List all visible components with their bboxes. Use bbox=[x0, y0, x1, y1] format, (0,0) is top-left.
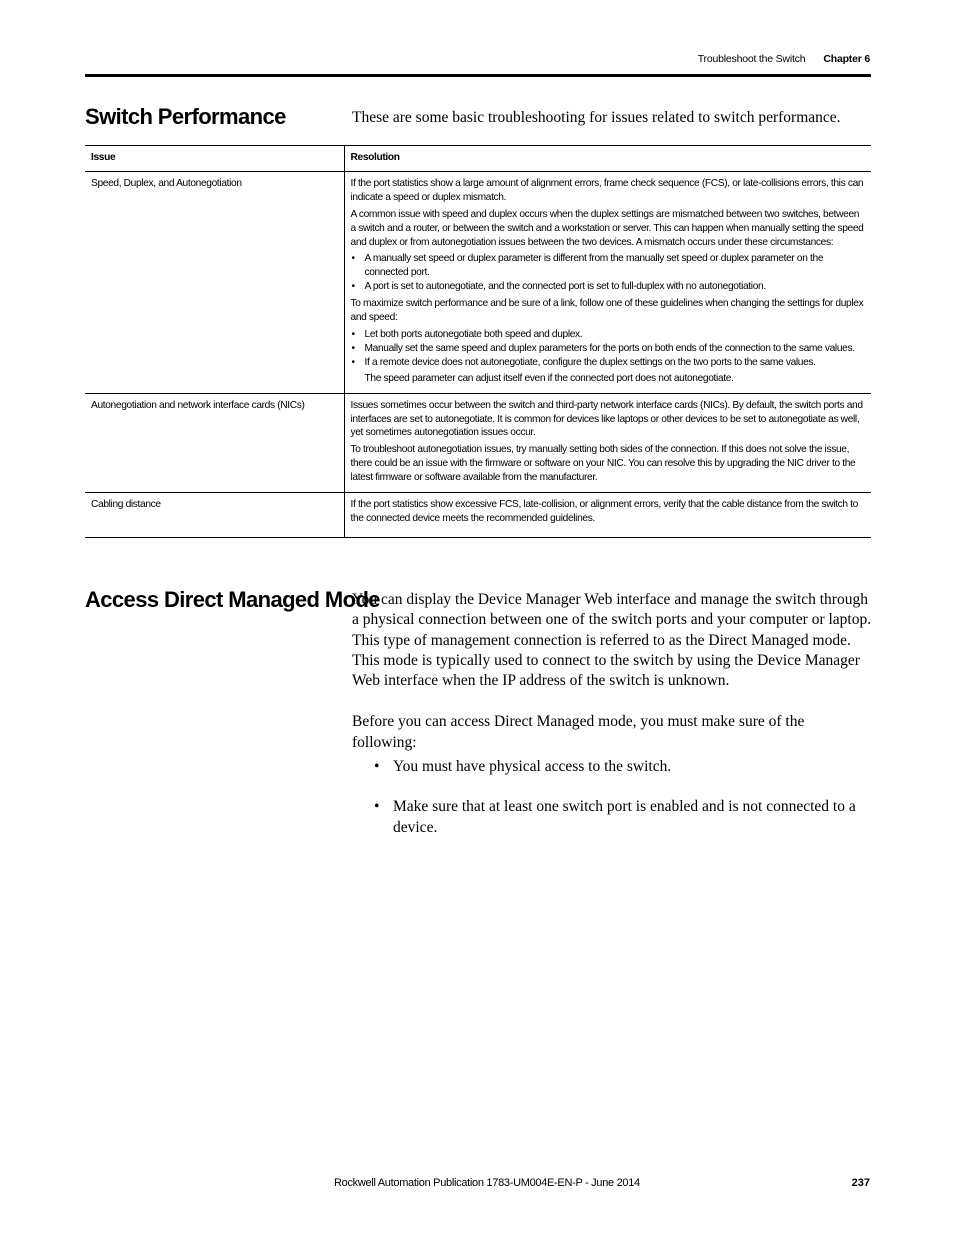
body-paragraph: You can display the Device Manager Web interface and manage the switch through a physical connection between one of the switch ports and your computer or laptop. This type of management connection is referred to as the Direct Managed mode. This mode is typically used to connect to the switch by using the Device Manager Web interface when the IP address of the switch is unknown. bbox=[352, 591, 872, 690]
requirements-list bbox=[352, 757, 872, 838]
list-item: • A port is set to autonegotiate, and the connected port is set to full-duplex with no autonegotiation. bbox=[351, 280, 866, 294]
resolution-cell bbox=[344, 393, 871, 492]
table-row bbox=[85, 171, 871, 393]
direct-managed-body bbox=[352, 590, 872, 838]
table-row bbox=[85, 493, 871, 538]
resolution-paragraph: If the port statistics show a large amount of alignment errors, frame check sequence (FCS), or late-collisions errors, this can indicate a speed or duplex mismatch. bbox=[350, 177, 864, 203]
table-row bbox=[85, 393, 871, 492]
resolution-paragraph: If the port statistics show excessive FCS, late-collision, or alignment errors, verify that the cable distance from the switch to the connected device meets the recommended guidelines. bbox=[350, 499, 858, 524]
header-chapter-label: Chapter 6 bbox=[823, 53, 870, 65]
header-section-title: Troubleshoot the Switch bbox=[697, 53, 806, 65]
list-item: • A manually set speed or duplex parameter is different from the manually set speed or duplex parameter on the connected port. bbox=[351, 252, 866, 280]
resolution-cell bbox=[344, 493, 871, 538]
direct-managed-heading: Access Direct Managed Mode bbox=[85, 587, 380, 612]
speed-note: The speed parameter can adjust itself even if the connected port does not autonegotiate. bbox=[364, 372, 734, 384]
running-header bbox=[698, 53, 870, 65]
column-header-resolution: Resolution bbox=[344, 146, 871, 172]
table-header-row bbox=[85, 146, 871, 172]
resolution-paragraph: To troubleshoot autonegotiation issues, try manually setting both sides of the connection. If this does not solve the issue, there could be an issue with the firmware or software on your NIC. You can resolve this by upgrading the NIC driver to the latest firmware or software available from the manufacturer. bbox=[350, 444, 856, 484]
troubleshooting-table bbox=[85, 145, 871, 538]
resolution-cell bbox=[344, 171, 871, 393]
switch-performance-intro: These are some basic troubleshooting for issues related to switch performance. bbox=[352, 109, 841, 126]
list-item: • You must have physical access to the switch. bbox=[352, 757, 872, 777]
issue-cell: Autonegotiation and network interface cards (NICs) bbox=[85, 393, 344, 492]
resolution-paragraph: Issues sometimes occur between the switch and third-party network interface cards (NICs). By default, the switch ports and interfaces are set to autonegotiate. It is common for devices like laptops or other devices to be set to autonegotiate as well, yet sometimes autonegotiation issues occur. bbox=[350, 399, 863, 439]
list-item: • If a remote device does not autonegotiate, configure the duplex settings on the two ports to the same values. bbox=[351, 356, 866, 370]
switch-performance-heading: Switch Performance bbox=[85, 104, 286, 129]
body-paragraph: Before you can access Direct Managed mode, you must make sure of the following: bbox=[352, 713, 805, 751]
header-rule bbox=[85, 74, 871, 77]
issue-cell: Cabling distance bbox=[85, 493, 344, 538]
guidelines-list bbox=[351, 328, 866, 370]
column-header-issue: Issue bbox=[85, 146, 344, 172]
resolution-paragraph: A common issue with speed and duplex occurs when the duplex settings are mismatched between two switches, between a switch and a router, or between the switch and a workstation or server. This can happen when manually setting the speed and duplex or from autonegotiation issues between the two devices. A mismatch occurs under these circumstances: bbox=[350, 208, 864, 248]
list-item: • Manually set the same speed and duplex parameters for the ports on both ends of the connection to the same values. bbox=[351, 342, 866, 356]
list-item: • Make sure that at least one switch port is enabled and is not connected to a device. bbox=[352, 797, 872, 838]
page-number: 237 bbox=[851, 1177, 870, 1189]
issue-cell: Speed, Duplex, and Autonegotiation bbox=[85, 171, 344, 393]
list-item: • Let both ports autonegotiate both speed and duplex. bbox=[351, 328, 866, 342]
resolution-paragraph: To maximize switch performance and be sure of a link, follow one of these guidelines when changing the settings for duplex and speed: bbox=[350, 298, 864, 324]
mismatch-list bbox=[351, 252, 866, 294]
footer-publication: Rockwell Automation Publication 1783-UM004E-EN-P - June 2014 bbox=[334, 1177, 640, 1189]
